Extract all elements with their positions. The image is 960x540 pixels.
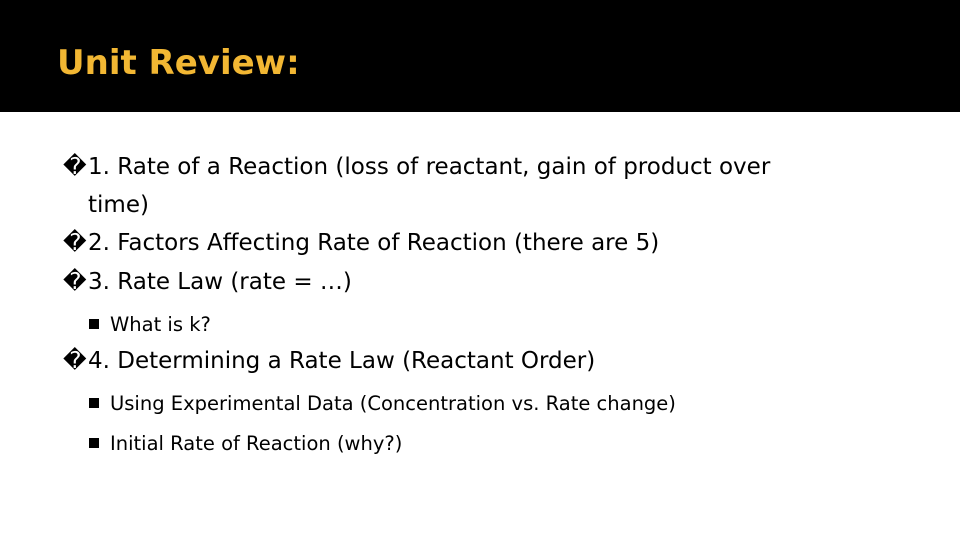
- sub-bullet-text: What is k?: [110, 313, 211, 336]
- slide-body: [0, 112, 960, 540]
- bullet-item-2-text: 2. Factors Affecting Rate of Reaction (there are 5): [88, 230, 660, 256]
- bullet-glyph-icon: �: [63, 348, 87, 374]
- sub-bullet-item: [110, 389, 676, 419]
- bullet-item-4: [63, 342, 596, 380]
- square-bullet-icon: [89, 398, 99, 408]
- square-bullet-icon: [89, 319, 99, 329]
- bullet-item-3: [63, 263, 352, 301]
- bullet-item-4-text: 4. Determining a Rate Law (Reactant Order): [88, 348, 596, 374]
- bullet-glyph-icon: �: [63, 230, 87, 256]
- square-bullet-icon: [89, 438, 99, 448]
- slide-title: Unit Review:: [57, 43, 300, 83]
- bullet-item-1-continuation: time): [88, 192, 149, 218]
- bullet-item-1: [63, 148, 771, 186]
- sub-bullet-text: Initial Rate of Reaction (why?): [110, 432, 403, 455]
- sub-bullet-item: [110, 310, 211, 340]
- bullet-glyph-icon: �: [63, 269, 87, 295]
- bullet-list: [0, 112, 960, 540]
- sub-bullet-text: Using Experimental Data (Concentration vs. Rate change): [110, 392, 676, 415]
- sub-bullet-item: [110, 429, 402, 459]
- title-bar: [0, 0, 960, 112]
- bullet-item-2: [63, 224, 660, 262]
- bullet-item-1-text: 1. Rate of a Reaction (loss of reactant, gain of product over: [88, 154, 771, 180]
- bullet-item-3-text: 3. Rate Law (rate = …): [88, 269, 352, 295]
- bullet-glyph-icon: �: [63, 154, 87, 180]
